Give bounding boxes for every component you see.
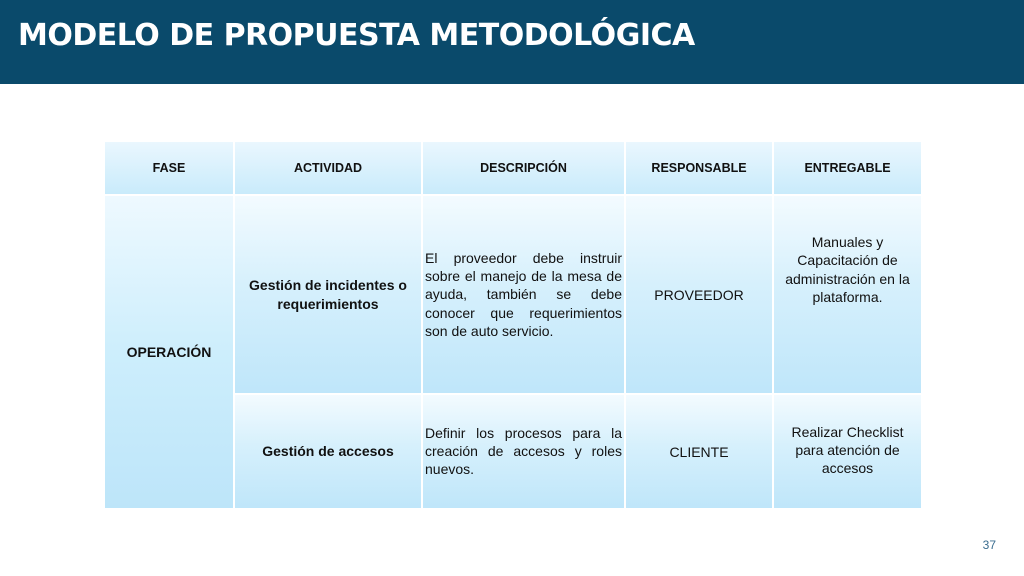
description-cell: El proveedor debe instruir sobre el manejo de la mesa de ayuda, también se debe conocer que requerimientos son de auto servicio. [422,195,625,394]
slide-title: MODELO DE PROPUESTA METODOLÓGICA [18,18,695,53]
page-number: 37 [982,538,996,552]
responsible-cell: PROVEEDOR [625,195,773,394]
description-cell: Definir los procesos para la creación de accesos y roles nuevos. [422,394,625,509]
header-actividad: ACTIVIDAD [234,141,422,195]
title-bar [0,0,1024,84]
header-responsable: RESPONSABLE [625,141,773,195]
deliverable-cell: Manuales y Capacitación de administración en la plataforma. [773,195,922,394]
methodology-table [103,140,923,510]
table-row [104,195,922,394]
header-descripcion: DESCRIPCIÓN [422,141,625,195]
activity-cell: Gestión de incidentes o requerimientos [234,195,422,394]
header-entregable: ENTREGABLE [773,141,922,195]
deliverable-cell: Realizar Checklist para atención de accesos [773,394,922,509]
activity-cell: Gestión de accesos [234,394,422,509]
header-fase: FASE [104,141,234,195]
responsible-cell: CLIENTE [625,394,773,509]
table-header-row [104,141,922,195]
phase-cell: OPERACIÓN [104,195,234,509]
